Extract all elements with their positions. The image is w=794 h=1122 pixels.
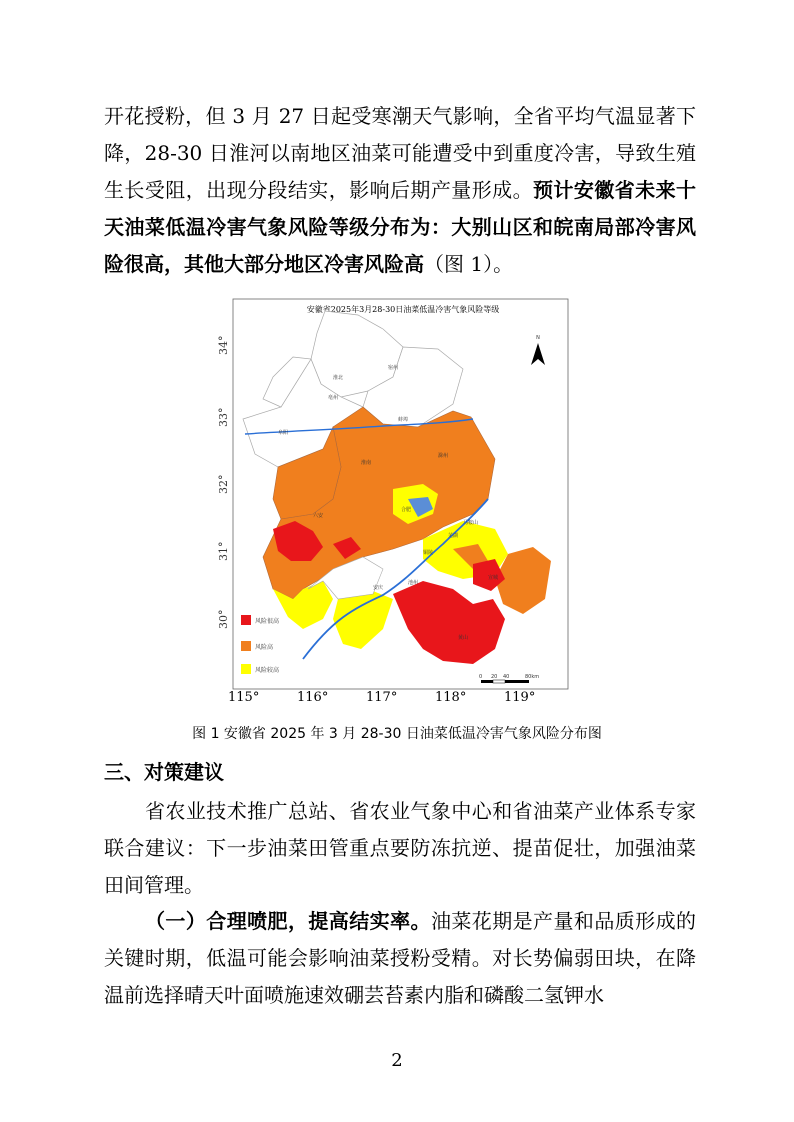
scale-label: 40 — [503, 674, 510, 680]
lon-label: 119° — [504, 690, 536, 705]
city-label: 亳州 — [328, 395, 339, 401]
legend-label: 风险较高 — [255, 667, 280, 674]
legend-label: 风险很高 — [255, 618, 280, 625]
scale-label: 0 — [479, 674, 483, 680]
lat-label: 34° — [217, 335, 230, 355]
section-title: 三、对策建议 — [104, 760, 224, 784]
lon-label: 118° — [435, 690, 467, 705]
lon-label: 116° — [297, 690, 329, 705]
risk-map-figure — [217, 299, 568, 689]
scale-label: 80km — [525, 674, 540, 680]
legend-label: 风险高 — [255, 644, 274, 651]
subsection-heading: （一）合理喷肥，提高结实率。 — [145, 909, 431, 933]
legend-swatch — [241, 615, 251, 625]
city-label: 铜陵 — [423, 550, 434, 556]
legend-swatch — [241, 641, 251, 651]
paragraph-recommendation — [104, 793, 696, 904]
city-label: 阜阳 — [278, 430, 289, 436]
paragraph-text: 开花授粉，但 3 月 27 日起受寒潮天气影响，全省平均气温显著下降，28-30 日淮河以南地区油菜可能遭受中到重度冷害，导致生殖生长受阻，出现分段结实，影响后期产量形成。 — [104, 104, 696, 202]
city-label: 淮南 — [361, 460, 372, 466]
paragraph-tail-text: （图 1）。 — [424, 252, 514, 276]
city-label: 池州 — [408, 580, 419, 586]
city-label: 六安 — [313, 513, 324, 519]
latitude-axis — [217, 336, 230, 630]
paragraph-bold-text: 预计安徽省未来十天油菜低温冷害气象风险等级分布为：大别山区和皖南局部冷害风险很高，其他大部分地区冷害风险高 — [104, 178, 697, 276]
city-label: 芜湖 — [448, 533, 459, 539]
lat-label: 30° — [217, 609, 230, 629]
city-label: 黄山 — [458, 635, 469, 641]
risk-map — [217, 299, 568, 689]
city-label: 安庆 — [373, 585, 384, 591]
lon-label: 115° — [228, 690, 260, 705]
city-label: 淮北 — [333, 375, 344, 381]
lat-label: 33° — [217, 407, 230, 427]
lat-label: 31° — [217, 541, 230, 561]
legend-swatch — [241, 664, 251, 674]
north-label: N — [536, 335, 540, 341]
lat-label: 32° — [217, 474, 230, 494]
city-label: 滁州 — [438, 453, 449, 459]
city-label: 合肥 — [401, 507, 412, 513]
figure-caption: 图 1 安徽省 2025 年 3 月 28-30 日油菜低温冷害气象风险分布图 — [192, 726, 602, 742]
paragraph-fertilizer — [104, 903, 696, 1014]
paragraph-text: 省农业技术推广总站、省农业气象中心和省油菜产业体系专家联合建议：下一步油菜田管重点要防冻抗逆、提苗促壮，加强油菜田间管理。 — [104, 799, 696, 897]
paragraph-text: 油菜花期是产量和品质形成的关键时期，低温可能会影响油菜授粉受精。对长势偏弱田块，在降温前选择晴天叶面喷施速效硼芸苔素内脂和磷酸二氢钾水 — [104, 909, 697, 1007]
city-label: 马鞍山 — [463, 520, 479, 526]
city-label: 宿州 — [388, 365, 399, 371]
map-title: 安徽省2025年3月28-30日油菜低温冷害气象风险等级 — [306, 305, 500, 314]
lon-label: 117° — [366, 690, 398, 705]
city-label: 宣城 — [488, 575, 499, 581]
paragraph-risk-forecast — [104, 98, 696, 283]
city-label: 蚌埠 — [398, 417, 409, 423]
scale-label: 20 — [491, 674, 498, 680]
longitude-axis — [0, 690, 794, 706]
page-number: 2 — [391, 1050, 403, 1071]
